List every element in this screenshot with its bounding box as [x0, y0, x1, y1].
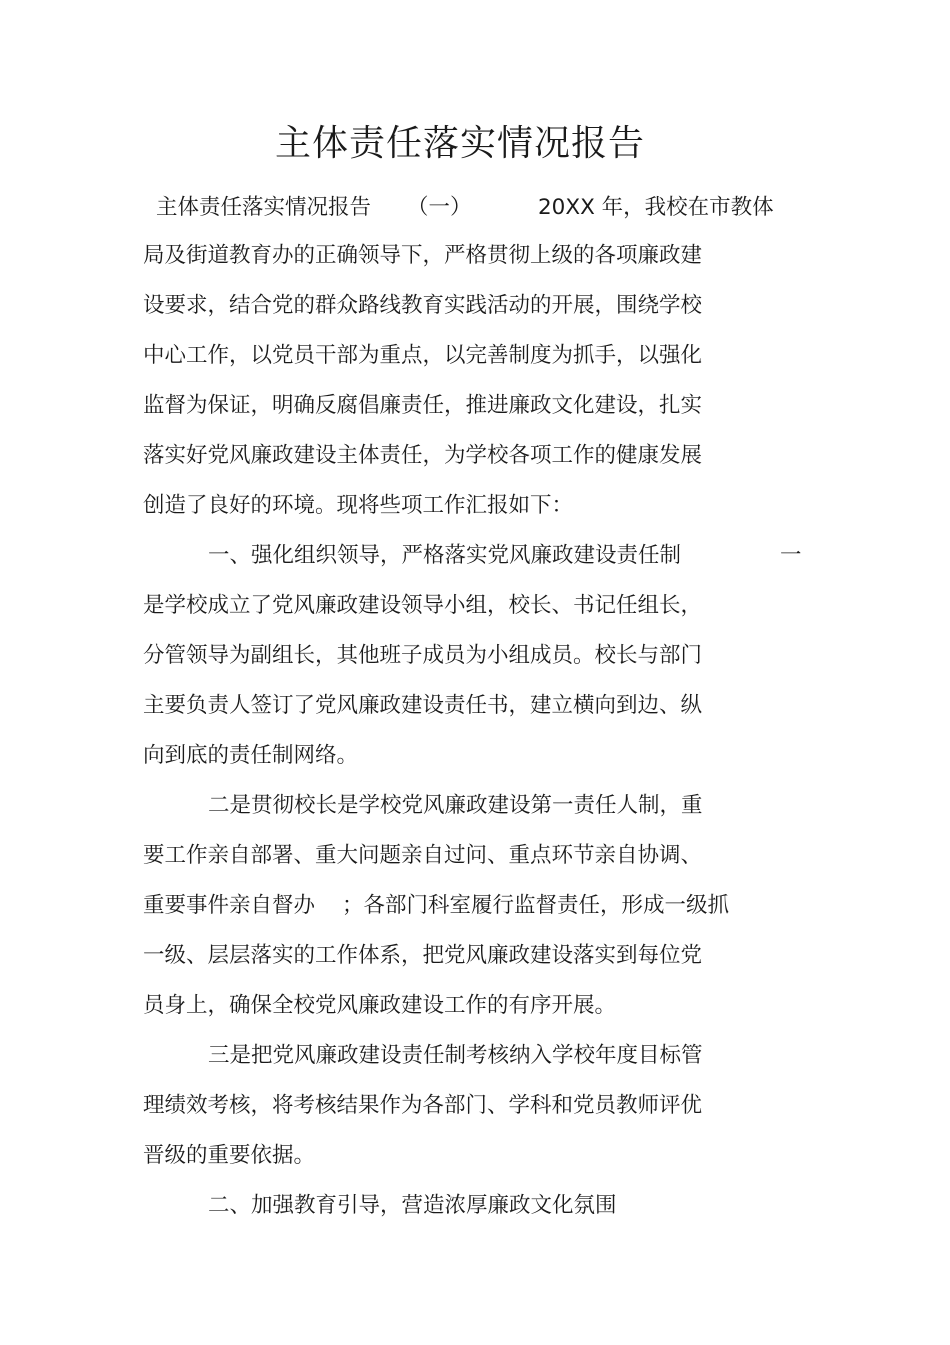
text-line: ；各部门科室履行监督责任，形成一级抓 — [342, 893, 730, 918]
text-line: 局及街道教育办的正确领导下，严格贯彻上级的各项廉政建 — [143, 243, 703, 268]
text-line: 理绩效考核，将考核结果作为各部门、学科和党员教师评优 — [143, 1093, 703, 1118]
text-line: 三是把党风廉政建设责任制考核纳入学校年度目标管 — [208, 1043, 703, 1068]
text-line: 要工作亲自部署、重大问题亲自过问、重点环节亲自协调、 — [143, 843, 703, 868]
text-line: 主要负责人签订了党风廉政建设责任书，建立横向到边、纵 — [143, 693, 703, 718]
text-line: 晋级的重要依据。 — [143, 1143, 316, 1168]
text-line: 设要求，结合党的群众路线教育实践活动的开展，围绕学校 — [143, 293, 703, 318]
section-heading: 二、加强教育引导，营造浓厚廉政文化氛围 — [208, 1193, 617, 1218]
section-heading: 一、强化组织领导，严格落实党风廉政建设责任制 — [208, 543, 682, 568]
text-line: 一级、层层落实的工作体系，把党风廉政建设落实到每位党 — [143, 943, 703, 968]
document-title: 主体责任落实情况报告 — [274, 123, 645, 164]
text-line: 20XX 年，我校在市教体 — [538, 195, 774, 220]
text-line: 监督为保证，明确反腐倡廉责任，推进廉政文化建设，扎实 — [143, 393, 703, 418]
text-line: 是学校成立了党风廉政建设领导小组，校长、书记任组长， — [143, 593, 703, 618]
text-line: 向到底的责任制网络。 — [143, 743, 359, 768]
text-line: 重要事件亲自督办 — [143, 893, 316, 918]
text-line: 中心工作，以党员干部为重点，以完善制度为抓手，以强化 — [143, 343, 703, 368]
text-line: 主体责任落实情况报告 — [156, 195, 372, 220]
text-line: 员身上，确保全校党风廉政建设工作的有序开展。 — [143, 993, 617, 1018]
text-line: 一 — [780, 543, 802, 568]
text-line: （一） — [407, 195, 472, 220]
text-line: 创造了良好的环境。现将些项工作汇报如下： — [143, 493, 574, 518]
text-line: 分管领导为副组长，其他班子成员为小组成员。校长与部门 — [143, 643, 703, 668]
text-line: 二是贯彻校长是学校党风廉政建设第一责任人制，重 — [208, 793, 703, 818]
text-line: 落实好党风廉政建设主体责任，为学校各项工作的健康发展 — [143, 443, 703, 468]
